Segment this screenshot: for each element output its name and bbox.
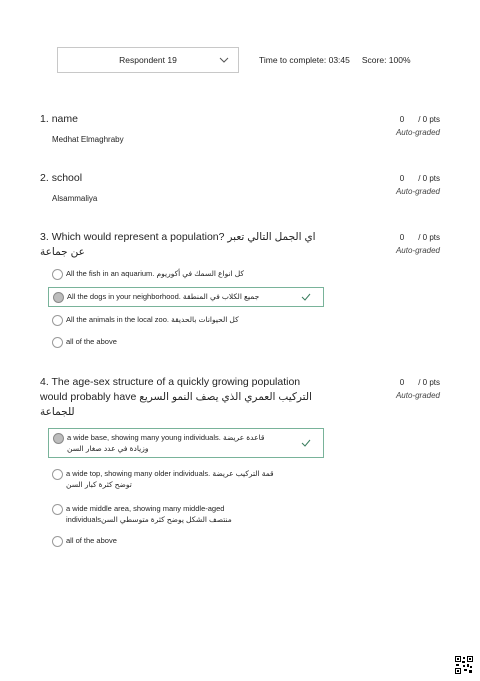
option-label: All the animals in the local zoo. كل الحيوانات بالحديقة [66,315,239,324]
grading-label: Auto-graded [395,391,440,400]
option[interactable] [48,532,324,550]
question-text: Which would represent a population? اي الجمل التالي تعبر عن جماعة [40,231,316,258]
option[interactable] [48,333,324,351]
score-label: Score: 100% [361,55,411,65]
option-label: a wide middle area, showing many middle-aged individualsمنتصف الشكل يوضح كثرة متوسطي السن [66,504,232,524]
question-4 [40,375,440,550]
points-total: / 0 pts [418,115,440,124]
question-number: 2. [40,172,49,184]
question-text: school [51,172,83,184]
options-list [40,265,440,351]
option[interactable] [48,465,324,493]
points-value: 0 [399,233,405,242]
option-label: all of the above [66,337,117,346]
chevron-down-icon [219,55,229,65]
question-number: 4. [40,376,49,388]
question-title [40,375,330,420]
radio-button[interactable] [52,536,63,547]
points-total: / 0 pts [418,174,440,183]
qr-code-icon [455,656,473,674]
option-label: All the dogs in your neighborhood. جميع الكلاب في المنطقة [67,292,260,301]
grading-label: Auto-graded [395,128,440,137]
option[interactable] [48,311,324,329]
respondent-dropdown[interactable] [57,47,239,73]
question-1 [40,112,440,144]
checkmark-icon [301,292,311,302]
grading-label: Auto-graded [395,187,440,196]
question-number: 1. [40,113,49,125]
points-value: 0 [399,174,405,183]
question-text: name [51,113,78,125]
radio-button[interactable] [53,433,64,444]
points-value: 0 [399,378,405,387]
points-block [354,115,440,137]
question-title [40,230,330,260]
grading-label: Auto-graded [395,246,440,255]
question-number: 3. [40,231,49,243]
option-label: a wide top, showing many older individuals. قمة التركيب عريضة توضح كثرة كبار السن [66,469,274,489]
option-label: All the fish in an aquarium. كل انواع السمك في أكوريوم [66,269,244,278]
option-correct[interactable] [48,287,324,307]
option-label: a wide base, showing many young individuals. قاعدة عريضة وزيادة في عدد صغار السن [67,433,265,453]
points-block [354,233,440,255]
points-block [354,378,440,400]
time-to-complete: Time to complete: 03:45 [259,55,350,65]
question-title [40,171,330,186]
points-block [354,174,440,196]
points-total: / 0 pts [418,378,440,387]
option[interactable] [48,265,324,283]
question-title [40,112,330,127]
checkmark-icon [301,438,311,448]
options-list [40,428,440,550]
radio-button[interactable] [52,469,63,480]
header-bar [57,47,430,73]
points-total: / 0 pts [418,233,440,242]
radio-button[interactable] [53,292,64,303]
points-value: 0 [399,115,405,124]
text-answer: Alsammaliya [52,194,98,203]
radio-button[interactable] [52,269,63,280]
option-label: all of the above [66,536,117,545]
respondent-label: Respondent 19 [119,55,177,65]
option-correct[interactable] [48,428,324,458]
question-text: The age-sex structure of a quickly growing population would probably have التركيب العمري الذي يصف النمو السريع للجماعة [40,376,312,418]
question-2 [40,171,440,203]
question-3 [40,230,440,351]
option[interactable] [48,500,324,528]
radio-button[interactable] [52,315,63,326]
text-answer: Medhat Elmaghraby [52,135,124,144]
radio-button[interactable] [52,504,63,515]
radio-button[interactable] [52,337,63,348]
response-meta [259,47,411,73]
